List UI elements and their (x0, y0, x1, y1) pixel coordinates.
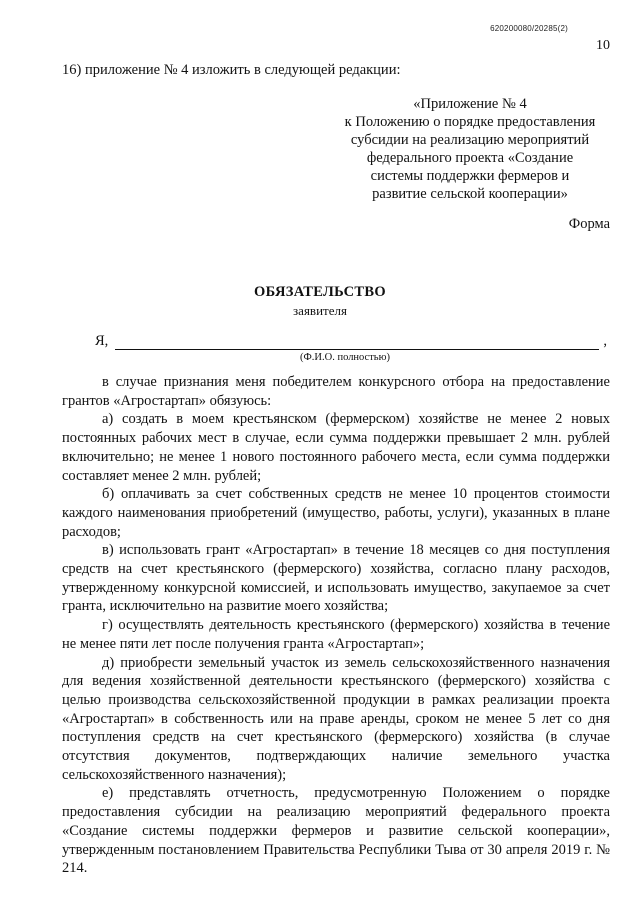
paragraph: г) осуществлять деятельность крестьянского (фермерского) хозяйства в течение не менее пяти лет после получения гранта «Агростартап»; (62, 617, 610, 652)
appendix-line: субсидии на реализацию мероприятий (350, 132, 590, 148)
applicant-name-line (95, 333, 607, 353)
paragraph: е) представлять отчетность, предусмотренную Положением о порядке предоставления субсидии на реализацию мероприятий федерального проекта «Создание системы поддержки фермеров и развитие сельской кооперации», утвержденным постановлением Правительства Республики Тыва от 30 апреля 2019 г. № 214. (62, 785, 610, 877)
applicant-name-blank (115, 349, 599, 350)
document-code: 620200080/20285(2) (490, 24, 568, 33)
paragraph: в) использовать грант «Агростартап» в течение 18 месяцев со дня поступления средств на счет крестьянского (фермерского) хозяйства, согласно плану расходов, утвержденному конкурсной комиссией, и использовать имущество, закупаемое за счет гранта, исключительно на развитие моего хозяйства; (62, 542, 610, 615)
amendment-intro: 16) приложение № 4 изложить в следующей редакции: (62, 62, 401, 78)
appendix-line: к Положению о порядке предоставления (344, 114, 596, 130)
fio-caption: (Ф.И.О. полностью) (300, 352, 390, 363)
paragraph: б) оплачивать за счет собственных средств не менее 10 процентов стоимости каждого наименования приобретений (имущество, работы, услуги), указанных в плане расходов; (62, 486, 610, 540)
appendix-line: развитие сельской кооперации» (372, 186, 568, 202)
applicant-suffix: , (603, 333, 607, 349)
paragraph: а) создать в моем крестьянском (фермерском) хозяйстве не менее 2 новых постоянных рабочих мест в случае, если сумма поддержки превышает 2 млн. рублей включительно; не менее 1 нового постоянного рабочего места, если сумма поддержки составляет менее 2 млн. рублей; (62, 411, 610, 484)
obligations-body (62, 373, 610, 878)
applicant-prefix: Я, (95, 333, 109, 349)
appendix-line: «Приложение № 4 (413, 96, 527, 112)
page-number: 10 (596, 38, 610, 53)
paragraph: в случае признания меня победителем конкурсного отбора на предоставление грантов «Агростартап» обязуюсь: (62, 374, 610, 409)
appendix-header (330, 95, 610, 203)
appendix-line: системы поддержки фермеров и (370, 168, 570, 184)
document-title: ОБЯЗАТЕЛЬСТВО (254, 284, 386, 300)
appendix-line: федерального проекта «Создание (366, 150, 574, 166)
paragraph: д) приобрести земельный участок из земель сельскохозяйственного назначения для ведения хозяйственной деятельности крестьянского (фермерского) хозяйства с целью производства сельскохозяйственной продукции в рамках реализации проекта «Агростартап» в собственность или на праве аренды, сроком не менее 5 лет со дня поступления средств на счет крестьянского (фермерского) хозяйства (в случае отсутствия документов, подтверждающих наличие земельного участка сельскохозяйственного назначения); (62, 654, 610, 783)
form-label: Форма (568, 216, 610, 232)
document-subtitle: заявителя (293, 303, 347, 318)
